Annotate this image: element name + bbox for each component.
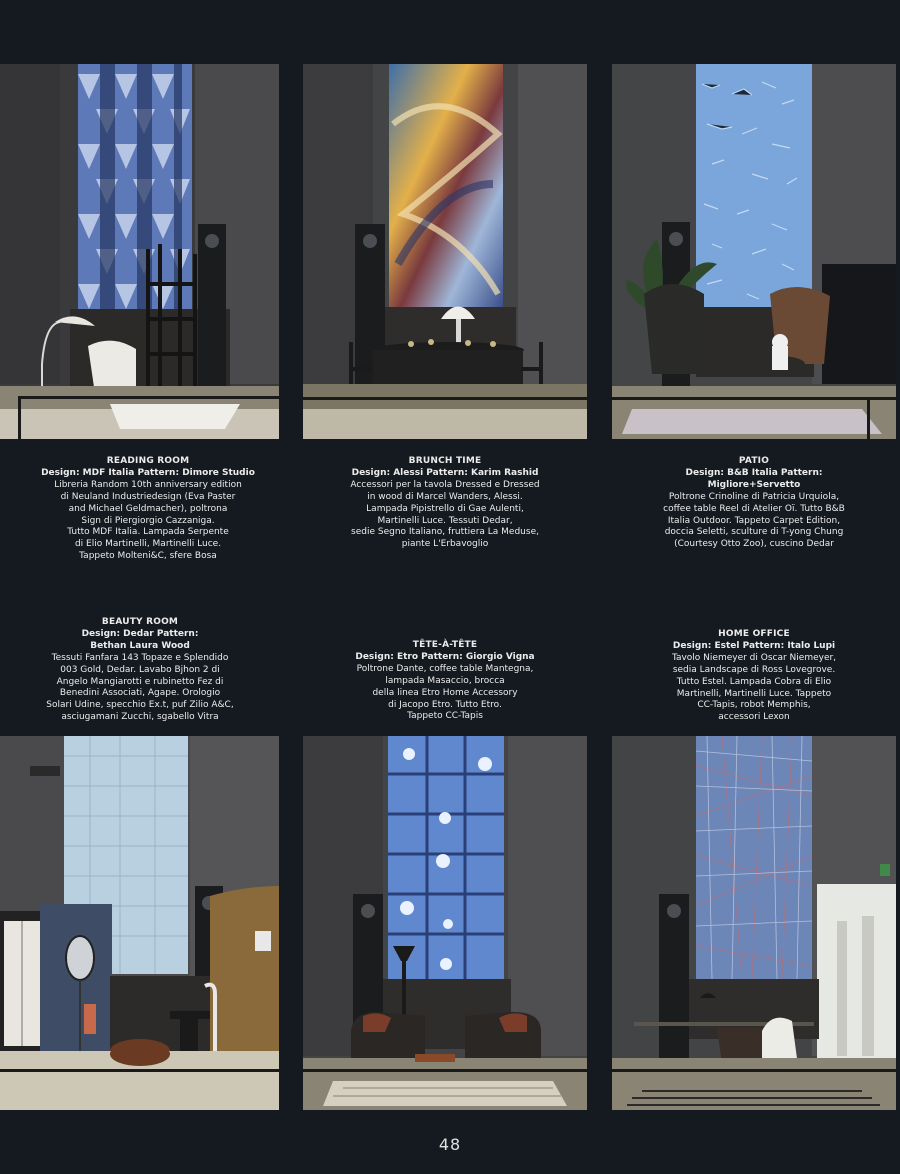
caption-tete-a-tete — [300, 640, 590, 723]
photo-brunch-time — [303, 64, 587, 439]
patio-scene — [612, 64, 896, 439]
photo-patio — [612, 64, 896, 439]
caption-body: Poltrone Dante, coffee table Mantegna, lampada Masaccio, brocca della linea Etro Home Accessory di Jacopo Etro. Tutto Etro. Tappeto CC-Tapis — [356, 663, 534, 722]
caption-body: Tessuti Fanfara 143 Topaze e Splendido 003 Gold, Dedar. Lavabo Bjhon 2 di Angelo Mangiarotti e rubinetto Fez di Benedini Associati, Agape. Orologio Solari Udine, specchio Ex.t, puf Zilio A&C, asciugamani Zucchi, sgabello Vitra — [46, 652, 234, 723]
page-number: 48 — [438, 1135, 462, 1154]
tete-a-tete-scene — [303, 736, 587, 1110]
caption-title: BRUNCH TIME — [408, 456, 482, 466]
caption-brunch-time — [300, 456, 590, 551]
caption-design: Design: MDF Italia Pattern: Dimore Studio — [41, 467, 255, 478]
photo-beauty-room — [0, 736, 279, 1110]
caption-beauty-room — [0, 617, 280, 724]
photo-tete-a-tete — [303, 736, 587, 1110]
caption-title: READING ROOM — [106, 456, 190, 466]
reading-room-scene — [0, 64, 279, 439]
caption-design: Design: Estel Pattern: Italo Lupi — [672, 640, 836, 651]
photo-home-office — [612, 736, 896, 1110]
caption-design: Design: Dedar Pattern: Bethan Laura Wood — [81, 628, 199, 651]
caption-design: Design: Etro Pattern: Giorgio Vigna — [355, 651, 535, 662]
caption-body: Libreria Random 10th anniversary edition di Neuland Industriedesign (Eva Paster and Michael Geldmacher), poltrona Sign di Piergiorgio Cazzaniga. Tutto MDF Italia. Lampada Serpente di Elio Martinelli, Martinelli Luce. Tappeto Molteni&C, sfere Bosa — [54, 479, 242, 562]
beauty-room-scene — [0, 736, 279, 1110]
caption-reading-room — [0, 456, 296, 563]
caption-body: Accessori per la tavola Dressed e Dressed in wood di Marcel Wanders, Alessi. Lampada Pipistrello di Gae Aulenti, Martinelli Luce. Tessuti Dedar, sedie Segno Italiano, fruttiera La Meduse, piante L'Erbavoglio — [350, 479, 540, 550]
caption-home-office — [608, 629, 900, 724]
caption-body: Tavolo Niemeyer di Oscar Niemeyer, sedia Landscape di Ross Lovegrove. Tutto Estel. Lampada Cobra di Elio Martinelli, Martinelli Luce. Tappeto CC-Tapis, robot Memphis, accessori Lexon — [671, 652, 837, 723]
caption-title: HOME OFFICE — [718, 629, 790, 639]
brunch-time-scene — [303, 64, 587, 439]
caption-title: BEAUTY ROOM — [101, 617, 179, 627]
home-office-scene — [612, 736, 896, 1110]
caption-body: Poltrone Crinoline di Patricia Urquiola, coffee table Reel di Atelier Oï. Tutto B&B Italia Outdoor. Tappeto Carpet Edition, doccia Seletti, sculture di T-yong Chung (Courtesy Otto Zoo), cuscino Dedar — [663, 491, 845, 550]
caption-patio — [608, 456, 900, 551]
caption-design: Design: Alessi Pattern: Karim Rashid — [351, 467, 539, 478]
caption-title: PATIO — [738, 456, 770, 466]
photo-reading-room — [0, 64, 279, 439]
caption-title: TÊTE-À-TÊTE — [412, 640, 478, 650]
caption-design: Design: B&B Italia Pattern: Migliore+Servetto — [685, 467, 823, 490]
